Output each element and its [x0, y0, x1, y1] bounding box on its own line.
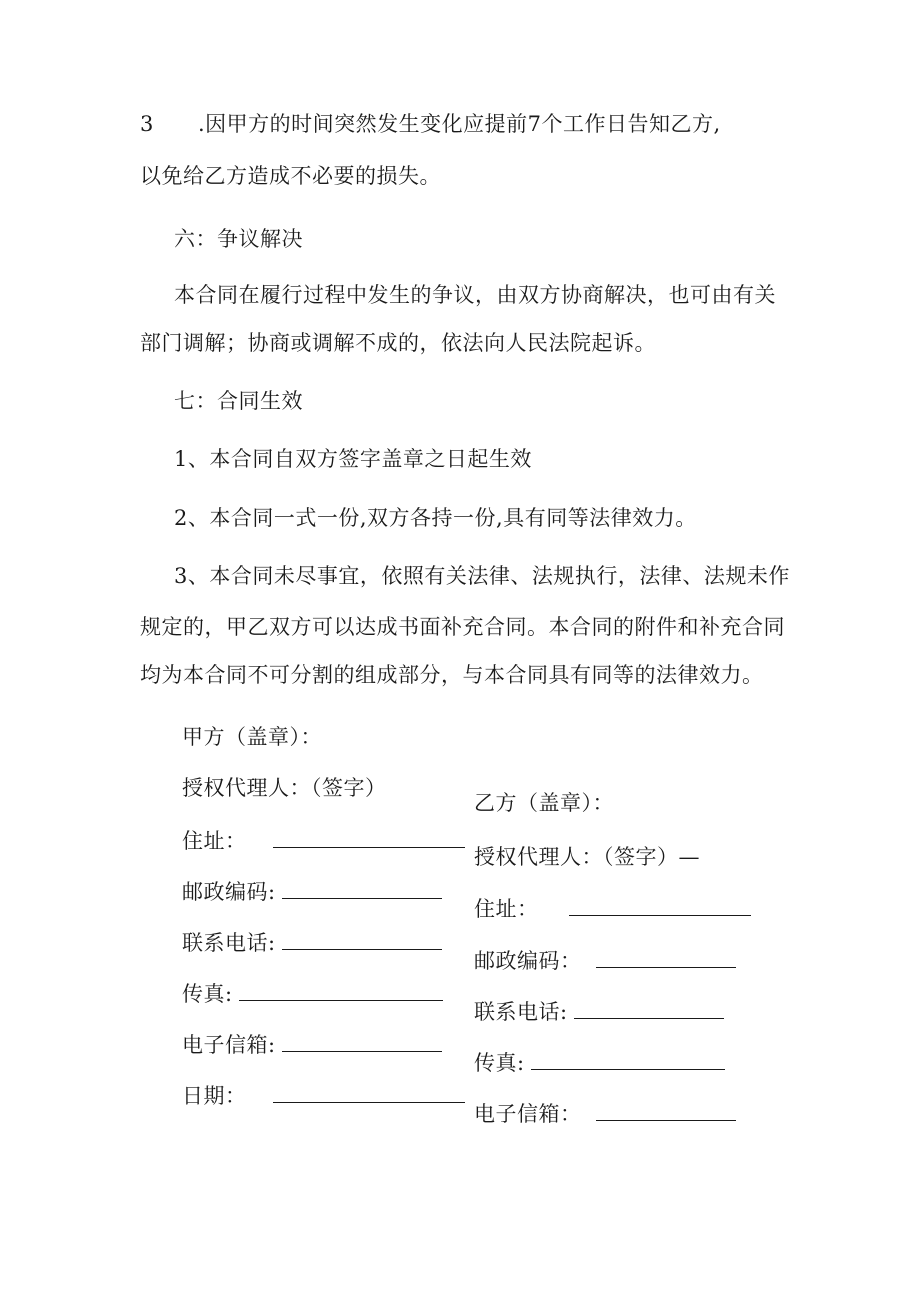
party-a-fax-label: 传真: [182, 982, 233, 1006]
party-a-postcode-label: 邮政编码: [182, 880, 276, 904]
party-a-agent: 授权代理人：（签字） [182, 776, 387, 800]
section-7-item-3-line-3: 均为本合同不可分割的组成部分，与本合同具有同等的法律效力。 [140, 663, 764, 687]
section-7-heading: 七：合同生效 [174, 389, 303, 413]
party-b-fax-field[interactable] [531, 1051, 725, 1070]
party-a-address-row [182, 826, 465, 856]
party-b-fax-row [474, 1048, 725, 1078]
party-b-postcode-row [474, 946, 736, 976]
clause-3-line-1 [140, 109, 721, 139]
party-a-date-row [182, 1081, 465, 1111]
party-b-address-row [474, 894, 751, 924]
party-b-email-field[interactable] [596, 1102, 736, 1121]
party-b-email-label: 电子信箱： [474, 1102, 582, 1126]
party-b-postcode-field[interactable] [596, 949, 736, 968]
party-a-seal: 甲方（盖章）： [182, 725, 322, 749]
party-a-date-label: 日期： [182, 1084, 247, 1108]
section-6-text-2: 部门调解；协商或调解不成的，依法向人民法院起诉。 [140, 331, 656, 355]
section-6-heading: 六：争议解决 [174, 227, 303, 251]
party-b-seal: 乙方（盖章）： [474, 791, 614, 815]
party-b-email-row [474, 1099, 736, 1129]
clause-3-line-2: 以免给乙方造成不必要的损失。 [140, 164, 441, 188]
party-b-fax-label: 传真: [474, 1051, 525, 1075]
party-b-phone-field[interactable] [574, 1000, 724, 1019]
party-a-phone-field[interactable] [282, 931, 442, 950]
section-6-text-1: 本合同在履行过程中发生的争议，由双方协商解决，也可由有关 [174, 283, 776, 307]
party-a-email-row [182, 1030, 442, 1060]
section-7-item-3-line-2: 规定的，甲乙双方可以达成书面补充合同。本合同的附件和补充合同 [140, 615, 785, 639]
party-a-phone-label: 联系电话: [182, 931, 276, 955]
clause-3-text-1: .因甲方的时间突然发生变化应提前7个工作日告知乙方, [198, 112, 721, 136]
party-a-email-field[interactable] [282, 1033, 442, 1052]
party-a-email-label: 电子信箱: [182, 1033, 276, 1057]
party-a-postcode-field[interactable] [282, 880, 442, 899]
section-7-item-1: 1、本合同自双方签字盖章之日起生效 [174, 447, 532, 471]
party-a-fax-field[interactable] [239, 982, 443, 1001]
party-b-phone-label: 联系电话: [474, 1000, 568, 1024]
party-a-address-field[interactable] [273, 829, 465, 848]
clause-3-number: 3 [140, 112, 154, 136]
party-b-phone-row [474, 997, 724, 1027]
party-a-postcode-row [182, 877, 442, 907]
party-b-address-label: 住址： [474, 897, 539, 921]
party-a-phone-row [182, 928, 442, 958]
party-a-fax-row [182, 979, 443, 1009]
party-b-postcode-label: 邮政编码： [474, 949, 582, 973]
section-7-item-3-line-1: 3、本合同未尽事宜，依照有关法律、法规执行，法律、法规未作 [174, 564, 790, 588]
party-a-address-label: 住址： [182, 829, 247, 853]
section-7-item-2: 2、本合同一式一份,双方各持一份,具有同等法律效力。 [174, 506, 697, 530]
party-b-address-field[interactable] [569, 897, 751, 916]
party-b-agent: 授权代理人：（签字）— [474, 845, 700, 869]
party-a-date-field[interactable] [273, 1084, 465, 1103]
